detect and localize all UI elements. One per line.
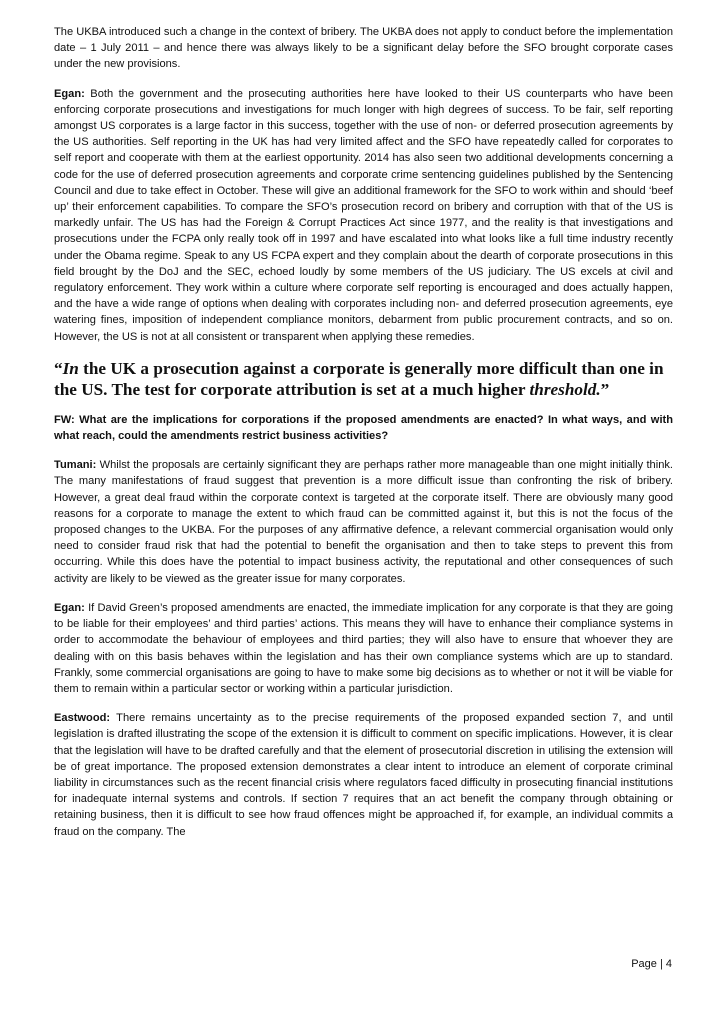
paragraph-egan-1 bbox=[54, 86, 673, 345]
document-page bbox=[54, 24, 673, 853]
quote-lead-italic: In bbox=[62, 358, 79, 378]
answer-text: If David Green’s proposed amendments are enacted, the immediate implication for any corporate is that they are going to be liable for their employees’ and third parties’ actions. This means they will have to enhance their compliance systems in order to accommodate the behaviour of employees and third parties; they will also have to ensure that whoever they are dealing with on this basis behaves within the legislation and has their own compliance systems which are up to standard. Frankly, some commercial organisations are going to have to make some big decisions as to whether or not it will be viable for them to remain within a particular sector or working within a particular jurisdiction. bbox=[54, 601, 673, 695]
answer-eastwood bbox=[54, 710, 673, 840]
paragraph-text: The UKBA introduced such a change in the context of bribery. The UKBA does not apply to conduct before the implementation date – 1 July 2011 – and hence there was always likely to be a significant delay before the SFO brought corporate cases under the new provisions. bbox=[54, 26, 673, 71]
speaker-label: Egan: bbox=[54, 601, 85, 614]
pull-quote bbox=[54, 358, 673, 400]
speaker-label: Eastwood: bbox=[54, 712, 111, 725]
paragraph-intro bbox=[54, 24, 673, 73]
quote-body: the UK a prosecution against a corporate is generally more difficult than one in the US. The test for corporate attribution is set at a much higher bbox=[54, 358, 664, 399]
answer-text: Whilst the proposals are certainly significant they are perhaps rather more manageable than one might initially think. The many manifestations of fraud suggest that prevention is a more difficult issue than confronting the risk of bribery. However, a great deal fraud within the corporate context is targeted at the corporate itself. There are obviously many good reasons for a corporate to manage the extent to which fraud can be committed against it, but this is not the focus of the proposed changes to the UKBA. For the purposes of any affirmative defence, a relevant commercial organisation would only need to consider fraud risk that had the potential to benefit the organisation and then to take steps to prevent this from occurring. While this does have the potential to impact business activity, the reputational and other consequences of such activity are likely to be viewed as the greater issue for many corporates. bbox=[54, 459, 673, 585]
speaker-label: Tumani: bbox=[54, 459, 97, 472]
speaker-label: Egan: bbox=[54, 87, 85, 100]
paragraph-text: Both the government and the prosecuting authorities here have looked to their US counterparts who have been enforcing corporate prosecutions and investigations for much longer with high degrees of success. To be fair, self reporting amongst US corporates is a large factor in this success, together with the use of non- or deferred prosecution agreements by the US authorities. Self reporting in the UK has had very limited affect and the SFO have repeatedly called for corporates to self report and cooperate with them at the earliest opportunity. 2014 has also seen two additional developments concerning a code for the use of deferred prosecution agreements and corporate crime sentencing guidelines published by the Sentencing Council and due to take effect in October. These will give an additional framework for the SFO to work within and should ‘beef up’ their enforcement capabilities. To compare the SFO’s prosecution record on bribery and corruption with that of the US is markedly unfair. The US has had the Foreign & Corrupt Practices Act since 1977, and the reality is that investigations and prosecutions under the FCPA only really took off in 1997 and have escalated into what looks like a full time industry recently under the Obama regime. Speak to any US FCPA expert and they complain about the dearth of corporate prosecutions in this field brought by the DoJ and the SEC, echoed loudly by some members of the US judiciary. The US excels at civil and regulatory enforcement. They work within a culture where corporate self reporting is encouraged and does actually happen, and the have a wide range of options when dealing with corporates including non- and deferred prosecution agreements, eye watering fines, imposition of independent compliance monitors, debarment from public procurement contracts, and so on. However, the US is not at all consistent or transparent when applying these remedies. bbox=[54, 87, 673, 343]
page-number: Page | 4 bbox=[631, 958, 672, 970]
answer-tumani bbox=[54, 457, 673, 587]
answer-text: There remains uncertainty as to the precise requirements of the proposed expanded section 7, and until legislation is drafted illustrating the scope of the extension it is difficult to comment on specific implications. However, it is clear that the legislation will have to be drafted carefully and that the element of prosecutorial discretion in utilising the extension will be of great importance. The proposed extension demonstrates a clear intent to introduce an element of corporate criminal liability in circumstances such as the recent financial crisis where regulators faced difficulty in prosecuting financial institutions for inadequate internal systems and controls. If section 7 requires that an act benefit the company through obtaining or retaining business, then it is difficult to see how fraud offences might be approached if, for example, an individual commits a fraud on the company. The bbox=[54, 712, 673, 838]
answer-egan bbox=[54, 600, 673, 697]
quote-open-mark: “ bbox=[54, 358, 63, 378]
interview-question: FW: What are the implications for corporations if the proposed amendments are enacted? In what ways, and with what reach, could the amendments restrict business activities? bbox=[54, 413, 673, 443]
quote-tail-italic: threshold. bbox=[529, 379, 601, 399]
quote-close-mark: ” bbox=[600, 379, 610, 399]
